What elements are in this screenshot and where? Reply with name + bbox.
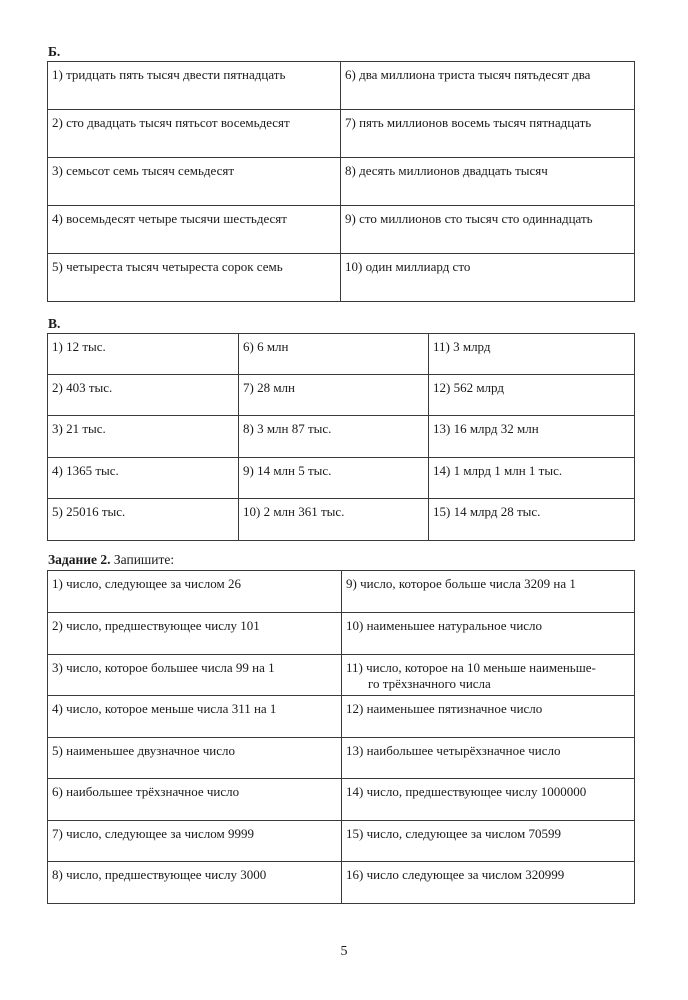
- table-cell: 15) 14 млрд 28 тыс.: [429, 499, 635, 541]
- table-row: [48, 499, 635, 541]
- table-cell: 10) наименьшее натуральное число: [342, 613, 635, 655]
- section-b-table: [47, 61, 635, 302]
- table-cell: 11) 3 млрд: [429, 334, 635, 375]
- table-cell: 1) число, следующее за числом 26: [48, 571, 342, 613]
- table-row: [48, 821, 635, 862]
- table-cell: 6) два миллиона триста тысяч пятьдесят два: [341, 62, 635, 110]
- table-row: [48, 655, 635, 696]
- table-cell: 6) наибольшее трёхзначное число: [48, 779, 342, 821]
- table-cell: 15) число, следующее за числом 70599: [342, 821, 635, 862]
- table-row: [48, 571, 635, 613]
- table-cell: 9) 14 млн 5 тыс.: [239, 458, 429, 499]
- table-row: [48, 779, 635, 821]
- table-cell: 3) число, которое большее числа 99 на 1: [48, 655, 342, 696]
- table-row: [48, 696, 635, 738]
- table-cell: 9) сто миллионов сто тысяч сто одиннадцать: [341, 206, 635, 254]
- table-row: [48, 334, 635, 375]
- table-cell: 1) 12 тыс.: [48, 334, 239, 375]
- table-cell: 13) наибольшее четырёхзначное число: [342, 738, 635, 779]
- table-cell: 5) 25016 тыс.: [48, 499, 239, 541]
- table-cell: [342, 655, 635, 696]
- table-cell: 7) пять миллионов восемь тысяч пятнадцать: [341, 110, 635, 158]
- table-cell: 2) число, предшествующее числу 101: [48, 613, 342, 655]
- table-row: [48, 416, 635, 458]
- table-cell: 7) 28 млн: [239, 375, 429, 416]
- table-cell: 2) сто двадцать тысяч пятьсот восемьдесят: [48, 110, 341, 158]
- table-cell: 4) восемьдесят четыре тысячи шестьдесят: [48, 206, 341, 254]
- table-cell: 7) число, следующее за числом 9999: [48, 821, 342, 862]
- table-cell: 1) тридцать пять тысяч двести пятнадцать: [48, 62, 341, 110]
- task2-title-bold: Задание 2.: [48, 552, 111, 567]
- table-cell: 3) семьсот семь тысяч семьдесят: [48, 158, 341, 206]
- table-cell: 14) 1 млрд 1 млн 1 тыс.: [429, 458, 635, 499]
- table-cell: 8) 3 млн 87 тыс.: [239, 416, 429, 458]
- table-cell: 12) 562 млрд: [429, 375, 635, 416]
- table-cell: 6) 6 млн: [239, 334, 429, 375]
- cell-text-continuation: го трёхзначного числа: [368, 676, 491, 691]
- table-cell: 5) наименьшее двузначное число: [48, 738, 342, 779]
- section-v-heading: В.: [48, 316, 61, 331]
- table-row: [48, 158, 635, 206]
- table-cell: 8) число, предшествующее числу 3000: [48, 862, 342, 904]
- table-row: [48, 62, 635, 110]
- table-row: [48, 458, 635, 499]
- table-row: [48, 375, 635, 416]
- table-cell: 14) число, предшествующее числу 1000000: [342, 779, 635, 821]
- section-b-heading: Б.: [48, 44, 61, 59]
- page-number: 5: [340, 944, 348, 959]
- table-cell: 10) один миллиард сто: [341, 254, 635, 302]
- table-cell: 12) наименьшее пятизначное число: [342, 696, 635, 738]
- table-row: [48, 110, 635, 158]
- task2-title-text: Запишите:: [110, 552, 175, 567]
- table-cell: 4) 1365 тыс.: [48, 458, 239, 499]
- table-cell: 4) число, которое меньше числа 311 на 1: [48, 696, 342, 738]
- table-row: [48, 254, 635, 302]
- cell-text: 11) число, которое на 10 меньше наименьше-: [346, 660, 596, 675]
- table-row: [48, 738, 635, 779]
- table-cell: 5) четыреста тысяч четыреста сорок семь: [48, 254, 341, 302]
- table-cell: 10) 2 млн 361 тыс.: [239, 499, 429, 541]
- table-cell: 2) 403 тыс.: [48, 375, 239, 416]
- table-cell: 3) 21 тыс.: [48, 416, 239, 458]
- table-cell: 13) 16 млрд 32 млн: [429, 416, 635, 458]
- task2-table: [47, 570, 635, 904]
- table-row: [48, 862, 635, 904]
- section-v-table: [47, 333, 635, 541]
- table-cell: 16) число следующее за числом 320999: [342, 862, 635, 904]
- table-cell: 8) десять миллионов двадцать тысяч: [341, 158, 635, 206]
- table-row: [48, 206, 635, 254]
- table-cell: 9) число, которое больше числа 3209 на 1: [342, 571, 635, 613]
- table-row: [48, 613, 635, 655]
- task2-title: [48, 552, 174, 568]
